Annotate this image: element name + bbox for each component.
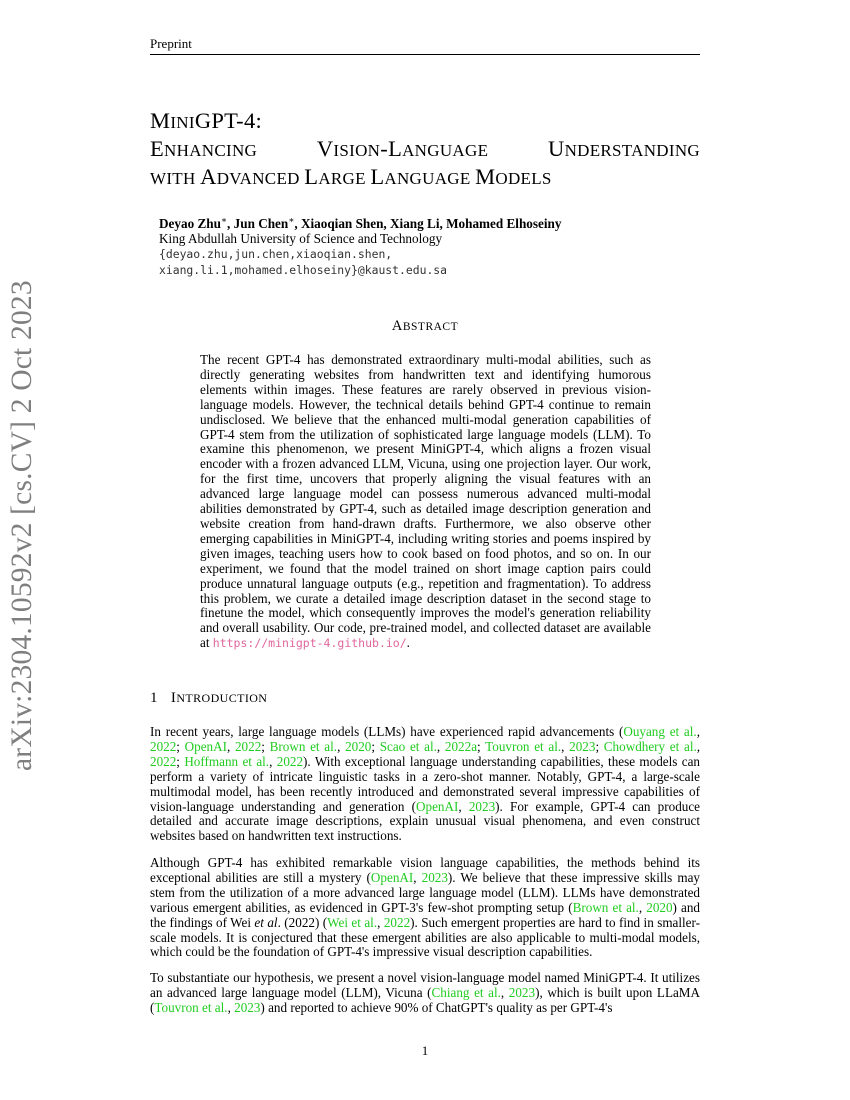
citation-link[interactable]: 2022a: [444, 738, 478, 754]
page-number: 1: [421, 1043, 429, 1058]
citation-link[interactable]: OpenAI: [370, 869, 414, 885]
paper-title-line-3: WITH ADVANCED LARGE LANGUAGE MODELS: [150, 164, 552, 189]
citation-link[interactable]: OpenAI: [184, 738, 227, 754]
title-word-understanding: UNDERSTANDING: [548, 136, 700, 161]
title-word-vision-language: VISION-LANGUAGE: [316, 136, 489, 161]
arxiv-side-stamp: arXiv:2304.10592v2 [cs.CV] 2 Oct 2023: [6, 280, 38, 771]
citation-link[interactable]: 2023: [468, 798, 496, 814]
abstract-body: The recent GPT-4 has demonstrated extraordinary multi-modal abilities, such as directly generating websites from handwritten text and identifying humorous elements within images. These features are rarely observed in previous vision-language models. However, the technical details behind GPT-4 continue to remain undisclosed. We believe that the enhanced multi-modal generation capabilities of GPT-4 stem from the utilization of sophisticated large language models (LLM). To examine this phenomenon, we present MiniGPT-4, which aligns a frozen visual encoder with a frozen advanced LLM, Vicuna, using one projection layer. Our work, for the first time, uncovers that properly aligning the visual features with an advanced large language model can possess numerous advanced multi-modal abilities demonstrated by GPT-4, such as detailed image description generation and website creation from hand-drawn drafts. Furthermore, we also observe other emerging capabilities in MiniGPT-4, including writing stories and poems inspired by given images, teaching users how to cook based on food photos, and so on. In our experiment, we found that the model trained on short image caption pairs could produce unnatural language outputs (e.g., repetition and fragmentation). To address this problem, we curate a detailed image description dataset in the second stage to finetune the model, which consequently improves the model's generation reliability and overall usability. Our code, pre-trained model, and collected dataset are available at https://minigpt-4.github.io/.: [200, 352, 651, 651]
intro-paragraph-2: Although GPT-4 has exhibited remarkable vision language capabilities, the methods behind its exceptional abilities are still a mystery (OpenAI, 2023). We believe that these impressive skills may stem from the utilization of a more advanced large language model (LLM). LLMs have demonstrated various emergent abilities, as evidenced in GPT-3's few-shot prompting setup (Brown et al., 2020) and the findings of Wei et al. (2022) (Wei et al., 2022). Such emergent properties are hard to find in smaller-scale models. It is conjectured that these emergent abilities are also applicable to multi-modal models, which could be the foundation of GPT-4's impressive visual description capabilities.: [150, 855, 701, 960]
citation-link[interactable]: 2020: [345, 738, 372, 754]
citation-link[interactable]: Ouyang et al.: [623, 724, 697, 739]
citation-link[interactable]: 2022: [234, 738, 262, 754]
abstract-heading: ABSTRACT: [391, 318, 459, 334]
citation-link[interactable]: Chiang et al.: [431, 984, 501, 1000]
section-heading-introduction: 1 INTRODUCTION: [150, 690, 268, 706]
citation-link[interactable]: Brown et al.: [572, 899, 639, 915]
citation-link[interactable]: 2023: [569, 738, 596, 754]
citation-link[interactable]: 2022: [383, 914, 411, 930]
project-url-link[interactable]: https://minigpt-4.github.io/: [212, 636, 407, 651]
citation-link[interactable]: Wei et al.: [327, 914, 378, 930]
citation-link[interactable]: 2022: [150, 753, 177, 769]
citation-link[interactable]: Chowdhery et al.: [603, 738, 697, 754]
paper-title-line-2: [150, 135, 700, 165]
running-header: Preprint: [150, 36, 700, 55]
citation-link[interactable]: Brown et al.: [269, 738, 338, 754]
citation-link[interactable]: 2023: [508, 984, 536, 1000]
paper-title-line-1: MINIGPT-4:: [150, 108, 263, 133]
citation-link[interactable]: Hoffmann et al.: [184, 753, 270, 769]
intro-paragraph-3: To substantiate our hypothesis, we present a novel vision-language model named MiniGPT-4. It utilizes an advanced large language model (LLM), Vicuna (Chiang et al., 2023), which is built upon LLaMA (Touvron et al., 2023) and reported to achieve 90% of ChatGPT's quality as per GPT-4's: [150, 970, 700, 1015]
affiliation: King Abdullah University of Science and Technology: [159, 231, 443, 246]
citation-link[interactable]: 2020: [646, 899, 673, 915]
citation-link[interactable]: 2023: [421, 869, 448, 885]
citation-link[interactable]: Touvron et al.: [154, 999, 228, 1015]
citation-link[interactable]: 2023: [234, 999, 261, 1015]
author-list: Deyao Zhu∗, Jun Chen∗, Xiaoqian Shen, Xiang Li, Mohamed Elhoseiny: [159, 215, 562, 231]
author-emails-line-1: {deyao.zhu,jun.chen,xiaoqian.shen,: [159, 247, 393, 261]
author-emails-line-2: xiang.li.1,mohamed.elhoseiny}@kaust.edu.sa: [159, 263, 448, 277]
intro-paragraph-1: In recent years, large language models (LLMs) have experienced rapid advancements (Ouyang et al., 2022; OpenAI, 2022; Brown et al., 2020; Scao et al., 2022a; Touvron et al., 2023; Chowdhery et al., 2022; Hoffmann et al., 2022). With exceptional language understanding capabilities, these models can perform a variety of intricate linguistic tasks in a zero-shot manner. Notably, GPT-4, a large-scale multimodal model, has been recently introduced and demonstrated several impressive capabilities of vision-language understanding and generation (OpenAI, 2023). For example, GPT-4 can produce detailed and accurate image descriptions, explain unusual visual phenomena, and even construct websites based on handwritten text instructions.: [150, 724, 701, 844]
title-word-enhancing: ENHANCING: [150, 136, 258, 161]
citation-link[interactable]: 2022: [150, 738, 177, 754]
citation-link[interactable]: OpenAI: [416, 798, 459, 814]
citation-link[interactable]: 2022: [276, 753, 304, 769]
citation-link[interactable]: Touvron et al.: [485, 738, 562, 754]
citation-link[interactable]: Scao et al.: [379, 738, 437, 754]
